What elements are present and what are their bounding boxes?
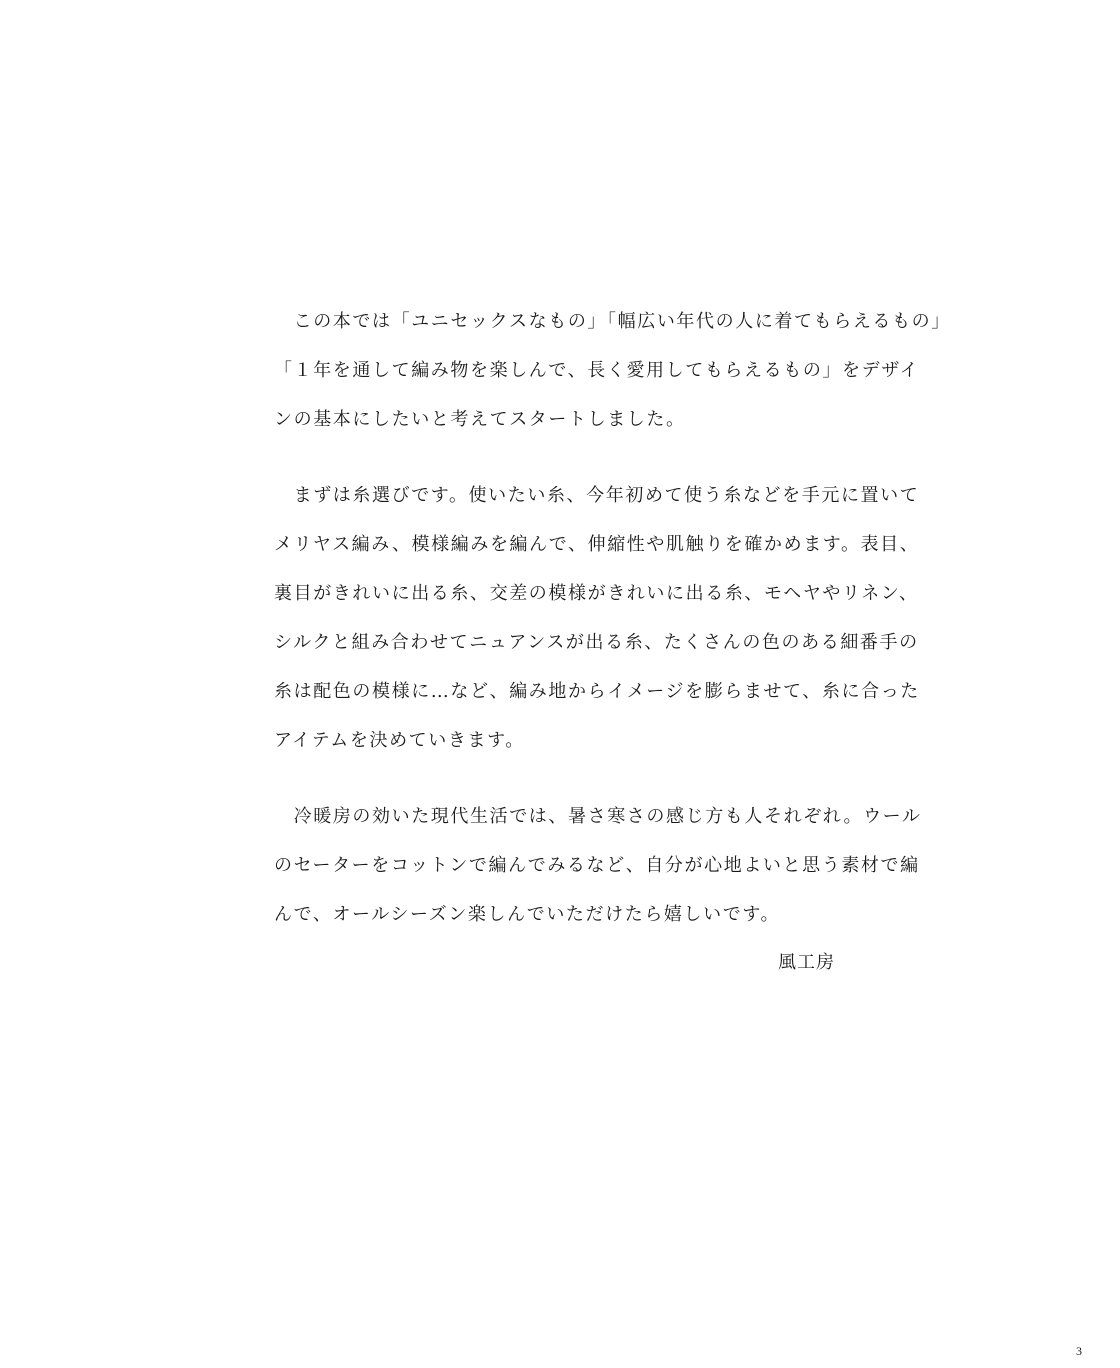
page-number: 3 xyxy=(1076,1344,1082,1358)
paragraph-line: アイテムを決めていきます。 xyxy=(274,730,525,751)
paragraph-line: 冷暖房の効いた現代生活では、暑さ寒さの感じ方も人それぞれ。ウール xyxy=(274,806,922,827)
paragraph-line: 裏目がきれいに出る糸、交差の模様がきれいに出る糸、モヘヤやリネン、 xyxy=(274,583,919,604)
paragraph-line: この本では「ユニセックスなもの」「幅広い年代の人に着てもらえるもの」 xyxy=(274,311,951,332)
paragraph-line: まずは糸選びです。使いたい糸、今年初めて使う糸などを手元に置いて xyxy=(274,485,920,506)
paragraph-line: 糸は配色の模様に…など、編み地からイメージを膨らませて、糸に合った xyxy=(274,681,920,702)
paragraph-line: シルクと組み合わせてニュアンスが出る糸、たくさんの色のある細番手の xyxy=(274,632,919,653)
paragraph-line: メリヤス編み、模様編みを編んで、伸縮性や肌触りを確かめます。表目、 xyxy=(274,534,920,555)
author-signature: 風工房 xyxy=(778,952,835,973)
paragraph-line: ンの基本にしたいと考えてスタートしました。 xyxy=(274,409,686,430)
paragraph-line: のセーターをコットンで編んでみるなど、自分が心地よいと思う素材で編 xyxy=(274,855,920,876)
paragraph-line: 「１年を通して編み物を楽しんで、長く愛用してもらえるもの」をデザイ xyxy=(274,360,920,381)
paragraph-line: んで、オールシーズン楽しんでいただけたら嬉しいです。 xyxy=(274,904,781,925)
